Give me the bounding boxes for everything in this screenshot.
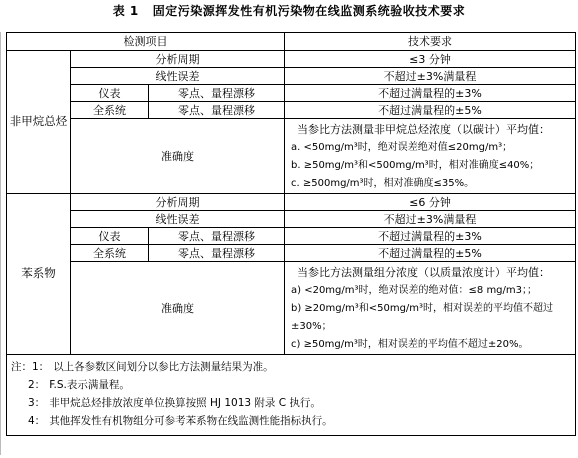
table-row: [7, 228, 576, 245]
left-margin-marker: [0, 32, 3, 455]
nmhc-instrument-value: 不超过满量程的±3%: [285, 85, 576, 102]
note-text: F.S.表示满量程。: [49, 379, 130, 391]
benzene-linearity-value: 不超过±3%满量程: [285, 211, 576, 228]
nmhc-system-label: 全系统: [71, 102, 149, 119]
benzene-accuracy-line: a) <20mg/m³时，绝对误差的绝对值：≤8 mg/m3；；: [291, 285, 538, 296]
table-header-row: [7, 33, 576, 51]
note-index: 2：: [28, 379, 46, 391]
header-requirement: 技术要求: [285, 33, 576, 51]
group-benzene: 苯系物: [7, 194, 71, 355]
nmhc-system-value: 不超过满量程的±5%: [285, 102, 576, 119]
nmhc-system-item: 零点、量程漂移: [149, 102, 285, 119]
benzene-accuracy-label: 准确度: [71, 262, 285, 355]
note-index: 3：: [28, 397, 46, 409]
table-row: [7, 245, 576, 262]
note-index: 4：: [28, 415, 46, 427]
table-row: [7, 211, 576, 228]
benzene-system-value: 不超过满量程的±5%: [285, 245, 576, 262]
benzene-instrument-label: 仪表: [71, 228, 149, 245]
note-item: [11, 412, 571, 430]
nmhc-accuracy-line: b. ≥50mg/m³和<500mg/m³时，相对准确度≤40%；: [291, 160, 540, 171]
table-number: 表 1: [112, 4, 139, 18]
nmhc-linearity-label: 线性误差: [71, 68, 285, 85]
note-item: [11, 376, 571, 394]
notes-row: [7, 355, 576, 436]
benzene-instrument-value: 不超过满量程的±3%: [285, 228, 576, 245]
note-text: 其他挥发性有机物组分可参考苯系物在线监测性能指标执行。: [49, 415, 333, 427]
nmhc-instrument-item: 零点、量程漂移: [149, 85, 285, 102]
benzene-accuracy-lead: 当参比方法测量组分浓度（以质量浓度计）平均值：: [297, 266, 550, 279]
table-row: [7, 102, 576, 119]
nmhc-accuracy-lead: 当参比方法测量非甲烷总烃浓度（以碳计）平均值：: [297, 123, 550, 136]
note-item: [11, 394, 571, 412]
benzene-accuracy-requirement: [285, 262, 576, 355]
benzene-accuracy-line: b) ≥20mg/m³和<50mg/m³时，相对误差的平均值不超过: [291, 303, 554, 314]
benzene-linearity-label: 线性误差: [71, 211, 285, 228]
benzene-accuracy-line: c) ≥50mg/m³时，相对误差的平均值不超过±20%。: [291, 339, 529, 350]
benzene-accuracy-line: ±30%；: [291, 321, 332, 332]
note-text: 以上各参数区间划分以参比方法测量结果为准。: [53, 361, 274, 373]
table-row: [7, 85, 576, 102]
header-item: 检测项目: [7, 33, 285, 51]
table-row: [7, 119, 576, 194]
acceptance-requirements-table: [6, 32, 576, 436]
benzene-system-item: 零点、量程漂移: [149, 245, 285, 262]
table-row: [7, 194, 576, 211]
nmhc-accuracy-label: 准确度: [71, 119, 285, 194]
nmhc-accuracy-line: c. ≥500mg/m³时，相对准确度≤35%。: [291, 178, 475, 189]
table-title: 固定污染源挥发性有机污染物在线监测系统验收技术要求: [152, 4, 466, 18]
benzene-period-label: 分析周期: [71, 194, 285, 211]
nmhc-period-label: 分析周期: [71, 51, 285, 68]
table-caption: [0, 2, 578, 19]
table-row: [7, 51, 576, 68]
nmhc-linearity-value: 不超过±3%满量程: [285, 68, 576, 85]
table-row: [7, 262, 576, 355]
notes-prefix: 注：: [11, 361, 32, 373]
benzene-system-label: 全系统: [71, 245, 149, 262]
benzene-period-value: ≤6 分钟: [285, 194, 576, 211]
nmhc-accuracy-line: a. <50mg/m³时，绝对误差绝对值≤20mg/m³；: [291, 142, 513, 153]
notes-cell: [7, 355, 576, 436]
note-text: 非甲烷总烃排放浓度单位换算按照 HJ 1013 附录 C 执行。: [49, 397, 321, 409]
nmhc-instrument-label: 仪表: [71, 85, 149, 102]
nmhc-accuracy-requirement: [285, 119, 576, 194]
nmhc-period-value: ≤3 分钟: [285, 51, 576, 68]
note-item: [11, 358, 571, 376]
note-index: 1：: [32, 361, 50, 373]
group-nmhc: 非甲烷总烃: [7, 51, 71, 194]
benzene-instrument-item: 零点、量程漂移: [149, 228, 285, 245]
table-row: [7, 68, 576, 85]
